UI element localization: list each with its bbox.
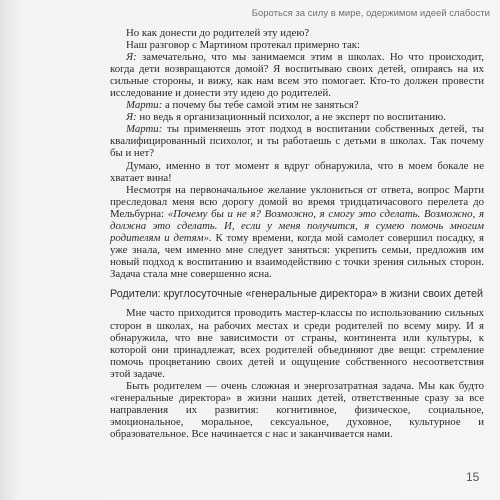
paragraph-text: Несмотря на первоначальное желание уклониться от ответа, вопрос Марти преследовал меня всю дорогу домой во время тридцатичасового перелета до Мельбурна: (110, 183, 484, 220)
speaker-label: Марти: (126, 99, 163, 112)
page-number: 15 (466, 470, 480, 484)
section-heading: Родители: круглосуточные «генеральные директора» в жизни своих детей (110, 287, 484, 300)
dialogue-text: ты применяешь этот подход в воспитании собственных детей, ты квалифицированный психолог, и ты работаешь с детьми в школах. Так почему бы и нет? (110, 123, 484, 160)
dialogue-text: а почему бы тебе самой этим не заняться? (162, 99, 359, 112)
paragraph: Наш разговор с Мартином протекал примерно так: (126, 39, 361, 52)
paragraph-text: К тому времени, когда мой самолет совершил посадку, я уже знала, чем именно мне следует заняться: укрепить семьи, предложив им новый подход к воспитанию и взаимодействию с точки зрения сильных сторон. Задача стала мне совершенно ясна. (110, 231, 484, 280)
paragraph: Быть родителем — очень сложная и энергозатратная задача. Мы как будто «генеральные директора» в жизни наших детей, ответственные сразу за все направления их развития: когнитивное, физическое, социальное, эмоциональное, моральное, сексуальное, духовное, культурное и образовательное. Все начинается с нас и заканчивается нами. (110, 379, 484, 440)
body-text (110, 27, 484, 440)
paragraph (110, 184, 484, 280)
speaker-label: Я: (126, 111, 137, 124)
speaker-label: Марти: (126, 123, 163, 136)
dialogue-line (110, 111, 484, 123)
paragraph: Но как донести до родителей эту идею? (126, 27, 310, 39)
dialogue-line (110, 51, 484, 99)
dialogue-line (110, 123, 484, 159)
italic-quote: «Почему бы и не я? Возможно, я смогу это сделать. Возможно, я должна это сделать. И, если у меня получится, я сумею помочь многим родителям и детям». (110, 207, 484, 244)
paragraph: Думаю, именно в тот момент я вдруг обнаружила, что в моем бокале не хватает вина! (110, 159, 484, 184)
running-head: Бороться за силу в мире, одержимом идеей слабости (251, 8, 490, 19)
dialogue-line (110, 99, 484, 111)
dialogue-text: замечательно, что мы занимаемся этим в школах. Но что происходит, когда дети возвращаются домой? Я воспитываю своих детей, опираясь на их сильные стороны, и вижу, как нам всем это помогает. Кто-то должен провести исследование и донести эту идею до родителей. (110, 51, 484, 100)
dialogue-text: но ведь я организационный психолог, а не эксперт по воспитанию. (136, 111, 446, 124)
paragraph: Мне часто приходится проводить мастер-классы по использованию сильных сторон в школах, на рабочих местах и среди родителей по всему миру. И я обнаружила, что вне зависимости от страны, континента или культуры, к которой они принадлежат, всех родителей объединяют две вещи: стремление помочь процветанию своих детей и ощущение собственного несоответствия этой задаче. (110, 307, 484, 380)
speaker-label: Я: (126, 51, 137, 64)
